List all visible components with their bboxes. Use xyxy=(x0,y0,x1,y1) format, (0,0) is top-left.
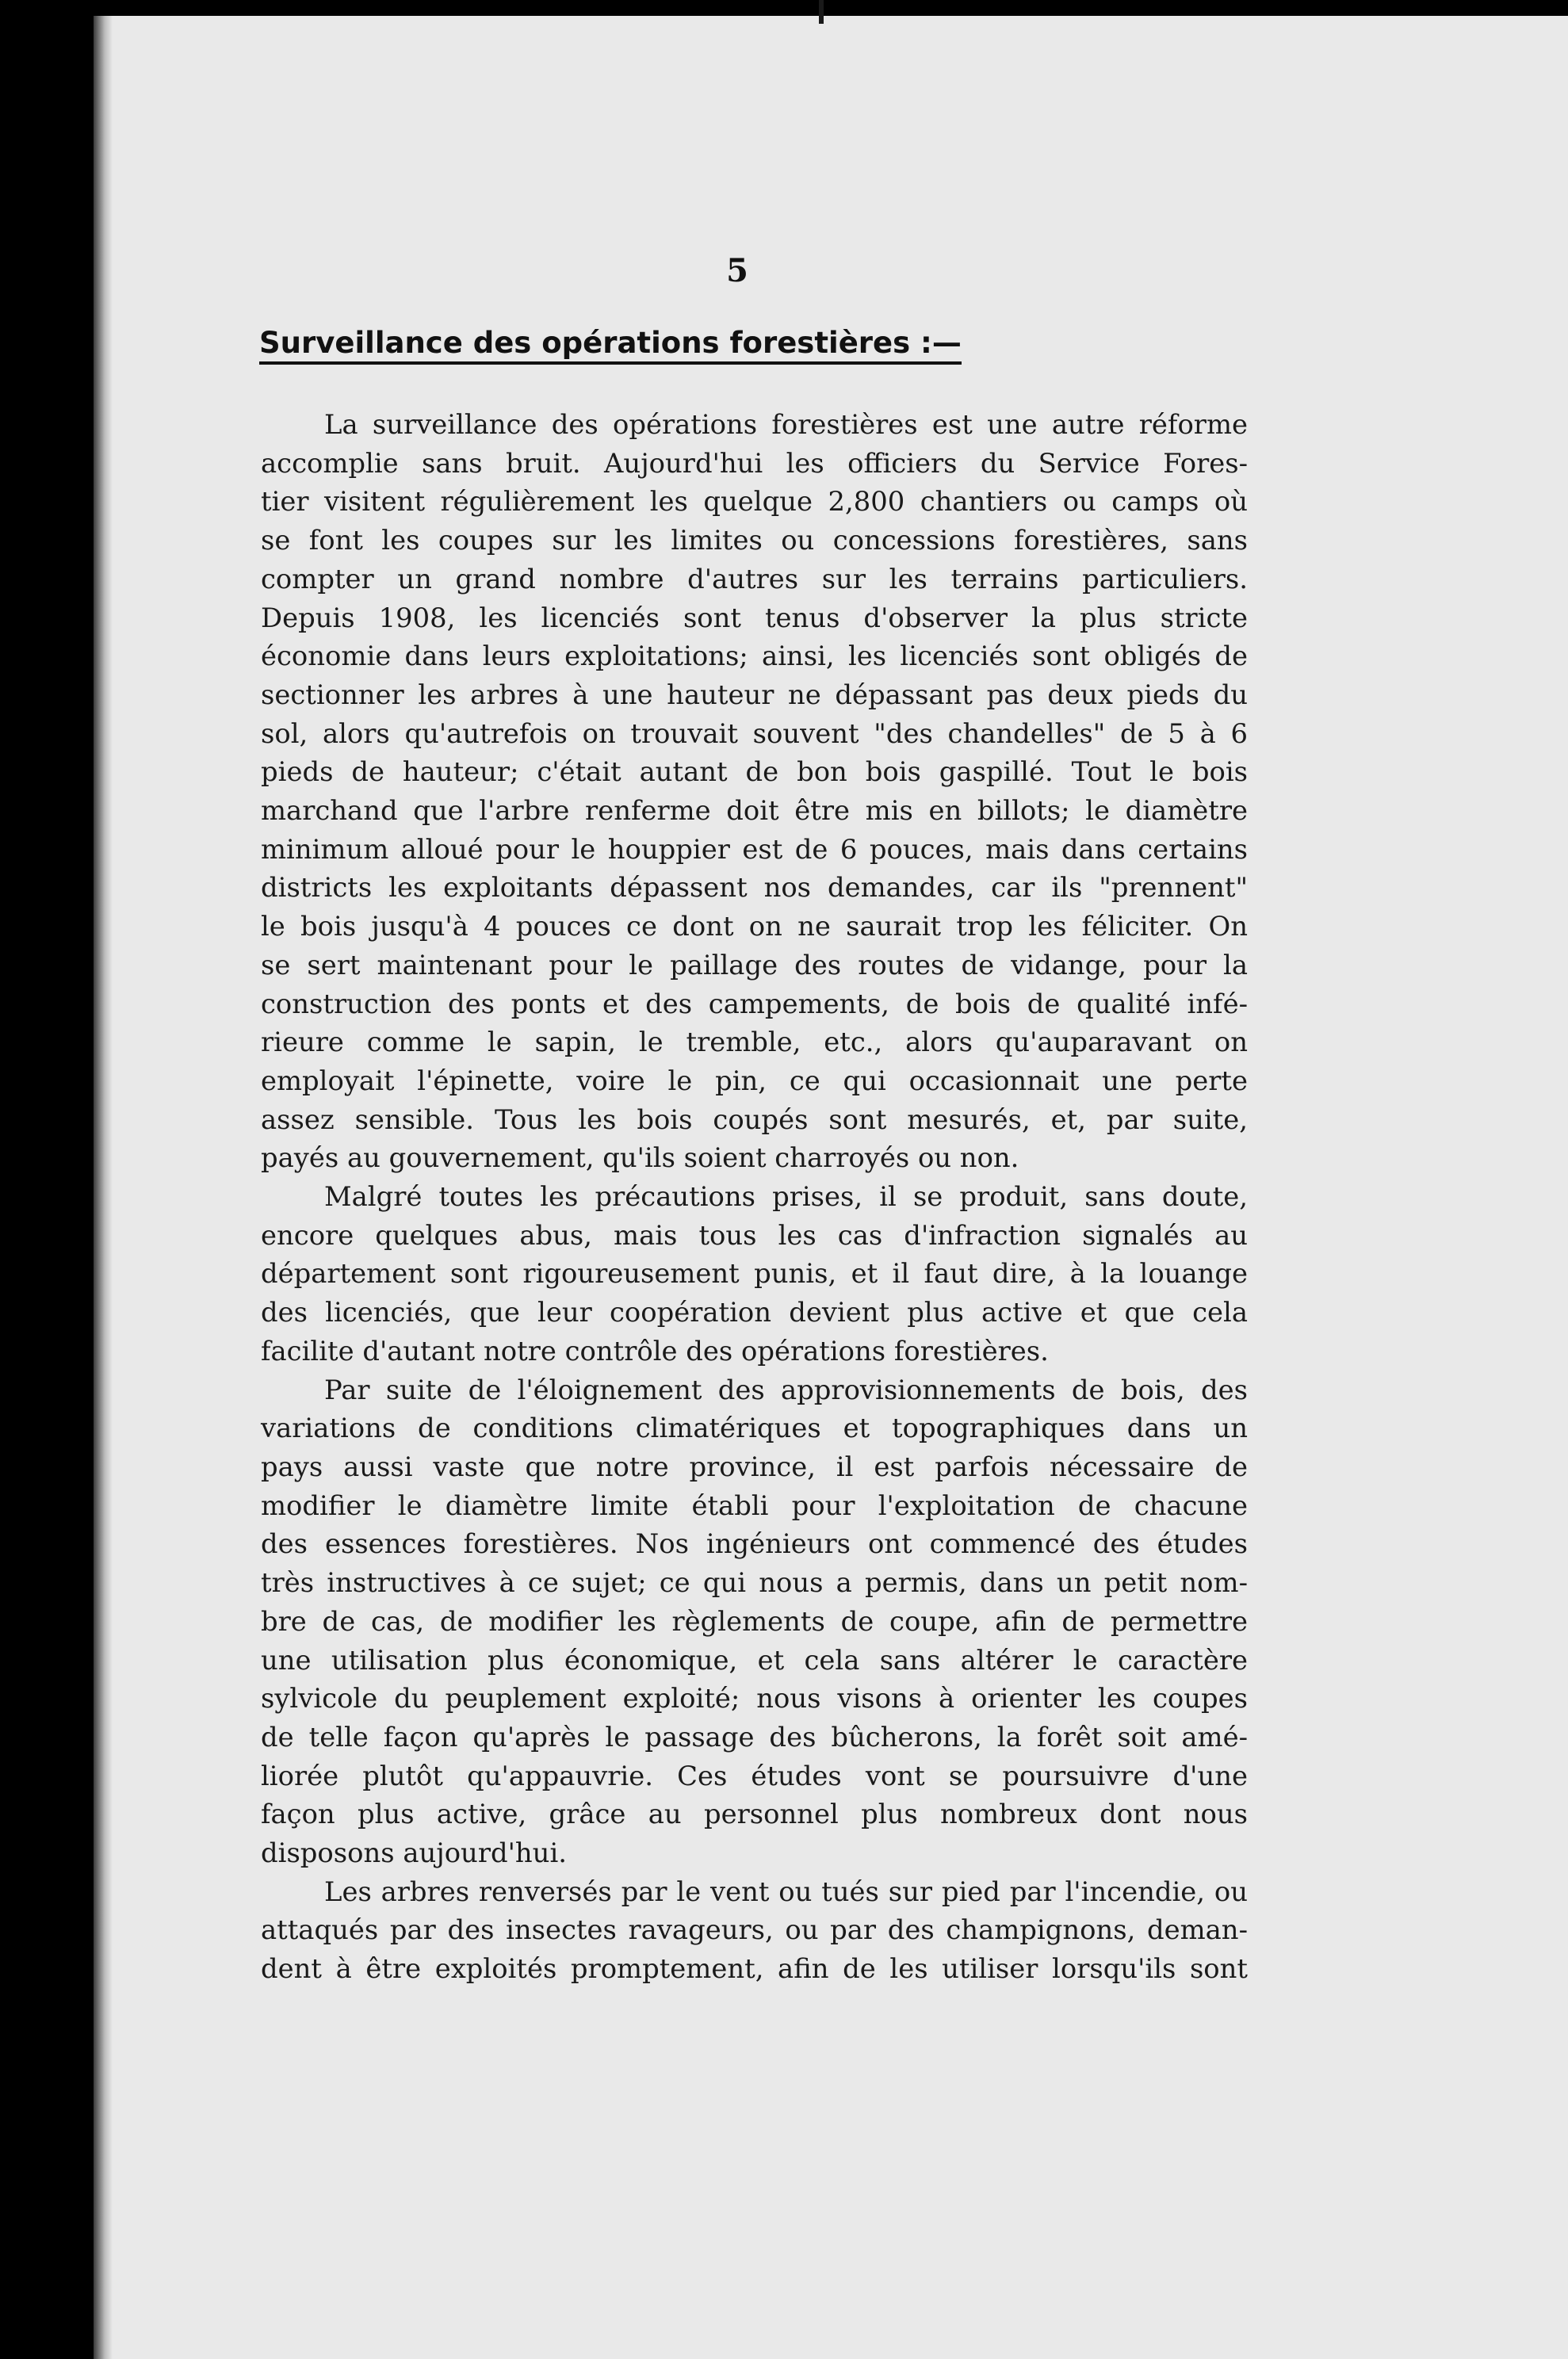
text-line: une utilisation plus économique, et cela sans altérer le caractère xyxy=(261,1644,1248,1676)
text-line: employait l'épinette, voire le pin, ce qui occasionnait une perte xyxy=(261,1065,1248,1096)
text-line: facilite d'autant notre contrôle des opérations forestières. xyxy=(261,1335,1049,1367)
text-line: districts les exploitants dépassent nos demandes, car ils "prennent" xyxy=(261,872,1248,904)
text-line: encore quelques abus, mais tous les cas d'infraction signalés au xyxy=(261,1219,1248,1251)
section-heading: Surveillance des opérations forestières :— xyxy=(259,325,962,365)
text-line: pays aussi vaste que notre province, il est parfois nécessaire de xyxy=(261,1451,1248,1482)
text-line: bre de cas, de modifier les règlements de coupe, afin de permettre xyxy=(261,1605,1248,1637)
text-line: dent à être exploités promptement, afin de les utiliser lorsqu'ils sont xyxy=(261,1953,1248,1985)
text-line: sylvicole du peuplement exploité; nous visons à orienter les coupes xyxy=(261,1683,1248,1715)
text-line: département sont rigoureusement punis, et il faut dire, à la louange xyxy=(261,1258,1248,1290)
scan-artifact-mark xyxy=(819,0,824,24)
text-line: rieure comme le sapin, le tremble, etc., alors qu'auparavant on xyxy=(261,1027,1248,1058)
text-line: façon plus active, grâce au personnel plus nombreux dont nous xyxy=(261,1799,1248,1830)
text-line: payés au gouvernement, qu'ils soient charroyés ou non. xyxy=(261,1142,1019,1174)
text-line: de telle façon qu'après le passage des bûcherons, la forêt soit amé- xyxy=(261,1721,1248,1753)
page-edge-shadow xyxy=(94,16,113,2359)
text-line: se font les coupes sur les limites ou concessions forestières, sans xyxy=(261,525,1248,556)
text-line: attaqués par des insectes ravageurs, ou par des champignons, deman- xyxy=(261,1914,1248,1946)
text-line: des essences forestières. Nos ingénieurs ont commencé des études xyxy=(261,1528,1248,1560)
body-text xyxy=(261,406,1248,1989)
text-line: disposons aujourd'hui. xyxy=(261,1837,567,1869)
page-number: 5 xyxy=(726,252,748,289)
text-line: liorée plutôt qu'appauvrie. Ces études vont se poursuivre d'une xyxy=(261,1760,1248,1791)
text-line: tier visitent régulièrement les quelque 2,800 chantiers ou camps où xyxy=(261,486,1248,518)
text-line: construction des ponts et des campements, de bois de qualité infé- xyxy=(261,988,1248,1019)
text-line: sol, alors qu'autrefois on trouvait souvent "des chandelles" de 5 à 6 xyxy=(261,717,1248,749)
text-line: des licenciés, que leur coopération devient plus active et que cela xyxy=(261,1297,1248,1329)
text-line: compter un grand nombre d'autres sur les terrains particuliers. xyxy=(261,563,1248,595)
text-line: Malgré toutes les précautions prises, il se produit, sans doute, xyxy=(324,1181,1248,1213)
text-line: sectionner les arbres à une hauteur ne dépassant pas deux pieds du xyxy=(261,679,1248,710)
text-line: pieds de hauteur; c'était autant de bon bois gaspillé. Tout le bois xyxy=(261,756,1248,788)
text-line: minimum alloué pour le houppier est de 6 pouces, mais dans certains xyxy=(261,833,1248,865)
text-line: Depuis 1908, les licenciés sont tenus d'observer la plus stricte xyxy=(261,602,1248,633)
text-line: économie dans leurs exploitations; ainsi, les licenciés sont obligés de xyxy=(261,640,1248,672)
text-line: assez sensible. Tous les bois coupés sont mesurés, et, par suite, xyxy=(261,1103,1248,1135)
text-line: Les arbres renversés par le vent ou tués sur pied par l'incendie, ou xyxy=(324,1875,1248,1907)
text-line: variations de conditions climatériques et topographiques dans un xyxy=(261,1413,1248,1444)
text-line: très instructives à ce sujet; ce qui nous a permis, dans un petit nom- xyxy=(261,1567,1248,1599)
text-line: La surveillance des opérations forestières est une autre réforme xyxy=(324,409,1248,440)
text-line: se sert maintenant pour le paillage des routes de vidange, pour la xyxy=(261,949,1248,981)
text-line: le bois jusqu'à 4 pouces ce dont on ne saurait trop les féliciter. On xyxy=(261,911,1248,942)
text-line: accomplie sans bruit. Aujourd'hui les officiers du Service Fores- xyxy=(261,447,1248,479)
text-line: modifier le diamètre limite établi pour l'exploitation de chacune xyxy=(261,1489,1248,1521)
text-line: marchand que l'arbre renferme doit être mis en billots; le diamètre xyxy=(261,795,1248,827)
text-line: Par suite de l'éloignement des approvisionnements de bois, des xyxy=(324,1374,1248,1405)
